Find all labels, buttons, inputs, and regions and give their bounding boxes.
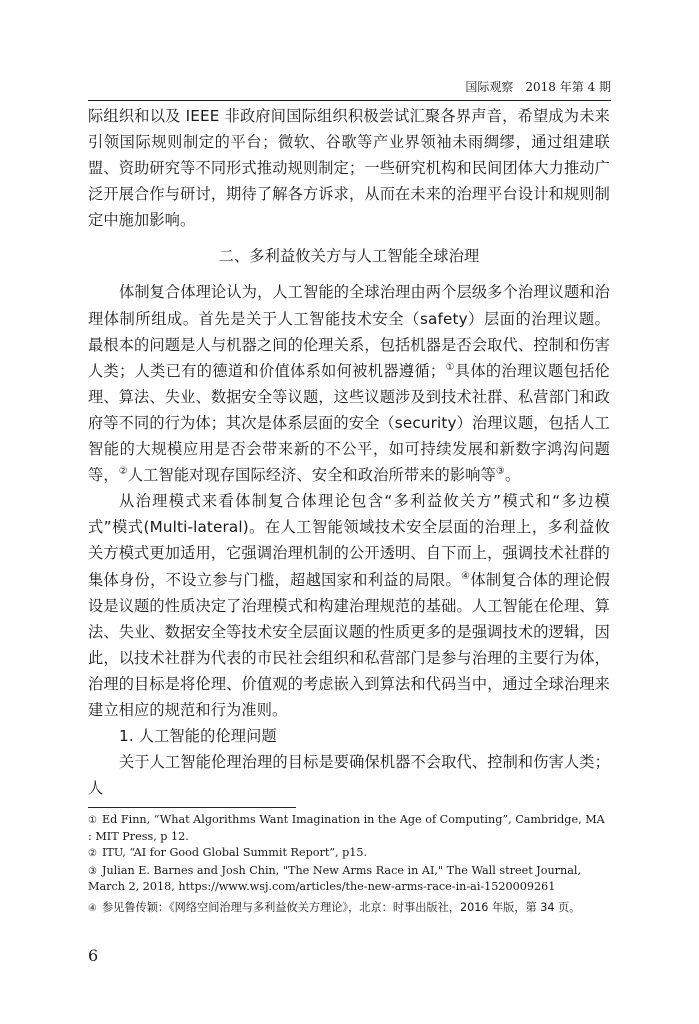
footnote-marker: ①: [88, 815, 97, 826]
footnote-text: ITU, “AI for Good Global Summit Report”, p15.: [101, 846, 368, 860]
footnote-marker: ②: [88, 848, 97, 860]
subsection-heading: 1. 人工智能的伦理问题: [119, 727, 277, 746]
paragraph-governance-model: [88, 488, 610, 723]
paragraph-continuation: 际组织和以及 IEEE 非政府间国际组织积极尝试汇聚各界声音，希望成为未来引领国际规则制定的平台；微软、谷歌等产业界领袖未雨绸缪，通过组建联盟、资助研究等不同形式推动规则制定；一些研究机构和民间团体大力推动广泛开展合作与研讨，期待了解各方诉求，从而在未来的治理平台设计和规则制定中施加影响。: [88, 107, 610, 230]
footnote-4: [88, 896, 610, 920]
running-header: [88, 76, 611, 101]
page-number: 6: [88, 946, 99, 965]
footnote-ref-2[interactable]: ②: [118, 466, 128, 478]
footnote-text: 参见鲁传颖：《网络空间治理与多利益攸关方理论》，北京：时事出版社，2016 年版，第 34 页。: [101, 900, 581, 914]
section-heading: 二、多利益攸关方与人工智能全球治理: [218, 247, 480, 266]
paragraph-regime-complex: [88, 279, 610, 488]
footnote-ref-3[interactable]: ③: [495, 466, 506, 478]
paragraph-text: 具体的治理议题包括伦理、算法、失业、数据安全等议题，这些议题涉及到技术社群、私营部门和政府等不同的行为体；其次是体系层面的安全（security）治理议题，包括人工智能的大规模应用是否会带来新的不公平，如可持续发展和新数字鸿沟问题等，: [88, 361, 611, 485]
body-text: [88, 103, 610, 801]
footnote-ref-1[interactable]: ①: [445, 361, 455, 373]
footnote-3: [88, 863, 610, 895]
paragraph-text: 体制复合体的理论假设是议题的性质决定了治理模式和构建治理规范的基础。人工智能在伦理、算法、失业、数据安全等技术安全层面议题的性质更多的是强调技术的逻辑，因此，以技术社群为代表的市民社会组织和私营部门是参与治理的主要行为体，治理的目标是将伦理、价值观的考虑嵌入到算法和代码当中，通过全球治理来建立相应的规范和行为准则。: [88, 570, 610, 719]
footnote-marker: ③: [88, 865, 97, 877]
footnote-2: [88, 845, 610, 862]
footnote-text: Ed Finn, “What Algorithms Want Imagination in the Age of Computing”, Cambridge, MA : MIT Press, p 12.: [88, 813, 605, 843]
footnote-text: Julian E. Barnes and Josh Chin, "The New Arms Race in AI," The Wall street Journal, March 2, 2018, https://www.wsj.com/articles/the-new-arms-race-in-ai-1520009261: [88, 863, 582, 894]
footnote-1: [88, 812, 610, 844]
paragraph-text: 。: [505, 466, 521, 485]
paragraph-text: 从治理模式来看体制复合体理论包含“多利益攸关方”模式和“多边模式”模式(Multi-lateral)。在人工智能领域技术安全层面的治理上，多利益攸关方模式更加适用，它强调治理机制的公开透明、自下而上，强调技术社群的集体身份，不设立参与门槛，超越国家和利益的局限。: [88, 492, 610, 589]
footnote-marker: ④: [88, 902, 97, 914]
footnotes: [88, 812, 610, 921]
paragraph-text: 人工智能对现存国际经济、安全和政治所带来的影响等: [127, 466, 496, 485]
footnote-ref-4[interactable]: ④: [461, 570, 471, 582]
paragraph-ethics: 关于人工智能伦理治理的目标是要确保机器不会取代、控制和伤害人类；人: [88, 753, 610, 798]
paragraph-text: 体制复合体理论认为，人工智能的全球治理由两个层级多个治理议题和治理体制所组成。首先是关于人工智能技术安全（safety）层面的治理议题。最根本的问题是人与机器之间的伦理关系，包括机器是否会取代、控制和伤害人类；人类已有的德道和价值体系如何被机器遵循；: [88, 283, 610, 380]
journal-issue-title: 国际观察 2018 年第 4 期: [465, 80, 611, 94]
footnote-divider: [88, 807, 296, 808]
